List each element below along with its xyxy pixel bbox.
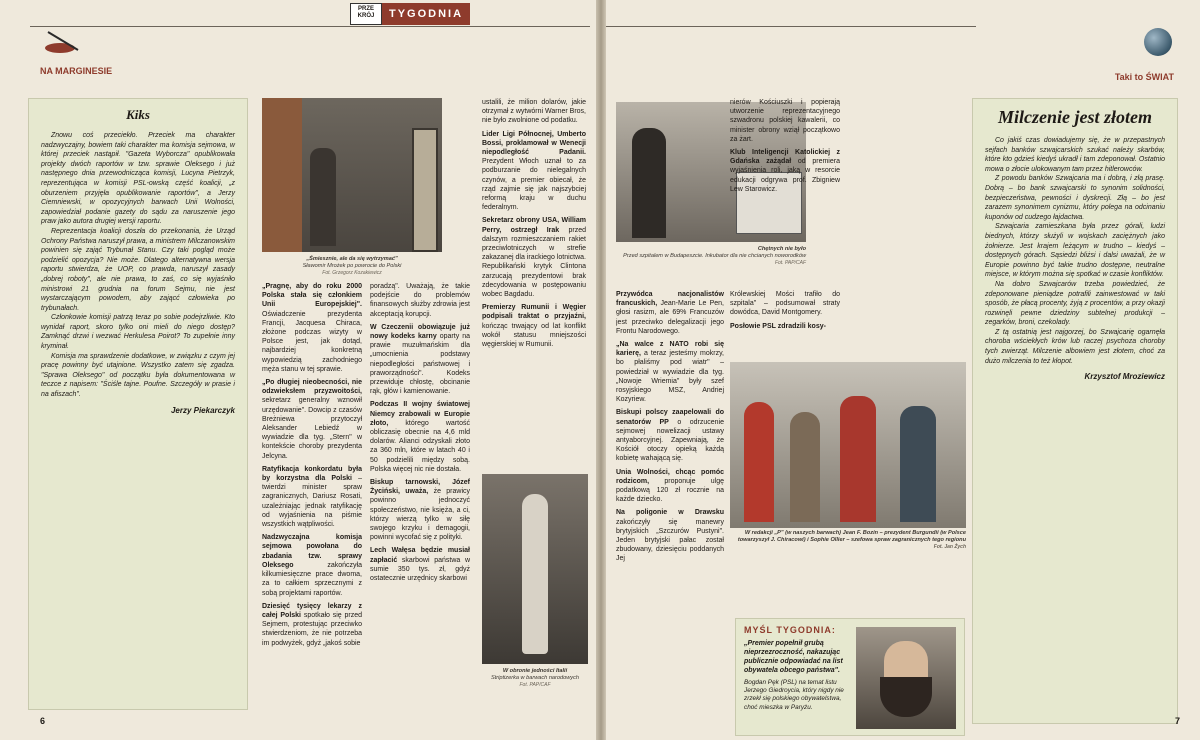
globe-icon [1144,28,1172,56]
sidebar-author: Krzysztof Mroziewicz [1084,372,1165,382]
news-item: Posłowie PSL zdradzili kosy- [730,322,826,330]
sidebar-paragraph: Komisja ma sprawdzenie dodatkowe, w związku z czym jej pracę powinny być utajnione. Wszystko zatem się zgadza. "Sprawa Oleksego" od początku była dokumentowana w teczce z napisem: "Ściśle tajne. Poufne. Szczegóły w prasie i na afiszach". [41,352,235,399]
right-sidebar-milczenie [972,98,1178,724]
news-item: Sekretarz obrony USA, William Perry, ostrzegł Irak przed dalszym rozmieszczaniem rakiet przeciwlotniczych w strefie zakazanej dla irackiego lotnictwa. Republikański krytyk Clintona zarzucają prezydentowi brak zdecydowania w postępowaniu wobec Bagdadu. [482,217,586,299]
news-item: Królewskiej Mości trafiło do szpitala" – podsumował straty dowódca, David Montgomery. [730,291,840,317]
photo-credit: Fot. Grzegorz Kozakiewicz [322,270,382,276]
news-column-b [370,282,470,722]
sidebar-paragraph: Reprezentacja koalicji doszła do przekonania, że Urząd Ochrony Państwa naruszył prawa, a ministrem Milczanowskim powinien się zająć Trybunał Stanu. Czy taki pogląd może podzielić opozycja? Nie może. Dlatego alternatywna wersja raportu stwierdza, że UOP, co prawda, naruszył zasady „dobrej roboty", ale nie prawa, to zaś, co się wyjaśniło ministrowi 21 grudnia na forum Sejmu, nie jest wystarczającym powodem, aby zającć człowieka po trybunałach. [41,227,235,312]
news-item: Lech Wałęsa będzie musiał zapłacić skarbowi państwa w sumie 350 tys. zł, gdyż ostatecznie urzędnicy skarbowi [370,547,470,583]
news-item: Lider Ligi Północnej, Umberto Bossi, proklamował w Wenecji niepodległość Padanii. Prezydent Włoch uznał to za podburzanie do nielegalnych czynów, a premier obiecał, że rząd zajmie się jak najszybciej reformą kraju w duchu federalnym. [482,130,586,212]
news-column-a [262,282,362,722]
news-item: „Pragnę, aby do roku 2000 Polska stała się członkiem Unii Europejskiej". Oświadczenie prezydenta Francji, Jacquesa Chiraca, złożone podczas wizyty w Polsce jest, jak dotąd, najbardziej konkretną wypowiedzią zachodniego męża stanu w tej sprawie. [262,283,362,373]
caption-title: Chętnych nie było [757,246,806,252]
sidebar-title: Milczenie jest złotem [998,107,1152,127]
mrozek-photo-caption [262,256,442,277]
left-sidebar-kiks [28,98,248,710]
sidebar-paragraph: Z powodu banków Szwajcaria ma i dobrą, i złą prasę. Dobrą – bo bank szwajcarski to synonim solidności, bezpieczeństwa, pewności i dyskrecji. Złą – bo jest zarazem synonimem cynizmu, który polega na odcinaniu kuponów od cudzego łajdactwa. [985,175,1165,221]
news-column-e-lower [730,290,840,360]
news-item: Ratyfikacja konkordatu była by korzystna dla Polski – twierdzi minister spraw zagranicznych, Dariusz Rosati, uzależniając jednak ratyfikację od wyjaśnienia na piśmie wszystkich wątpliwości. [262,465,362,529]
caption-subtitle: Sławomir Mrożek po powrocie do Polski [302,263,402,269]
header-rule-left [30,26,590,27]
news-item: ustalili, że milion dolarów, jakie otrzymał z wytwórni Warner Bros, nie było zwolnione od podatku. [482,99,586,125]
header-rule-right [606,26,976,27]
sidebar-paragraph: Szwajcaria zamieszkana była przez górali, ludzi biednych, którzy służyli w wojskach zaciężnych jako żołnierze. Jest krajem leżącym w trudno – kiedyś – dostępnych górach. Sąsiedzi bliżsi i dalsi uważali, że w Europie powinno być takie trudno dostępne, neutralne miejsce, w którym można się spotkać w czasie konfliktów. [985,223,1165,279]
sidebar-author: Jerzy Piekarczyk [170,405,235,415]
news-item: „Po długiej nieobecności, nie odzwieksłem przyzwoitości, sekretarz generalny wznowił urzędowanie". Dowcip z czasów Breżniewa przytoczył Aleksander Lebiedź w wywiadzie dla tyg. „Stern" w kontekście choroby prezydenta Jelcyna. [262,379,362,460]
news-item: W Czeczenii obowiązuje już nowy kodeks karny oparty na prawie muzułmańskim dla „umocnienia podstawy niepodległości państwowej i praworządności". Kodeks przewiduje chłostę, obcinanie rąk, głów i kamienowanie. [370,323,470,396]
caption-title: W obronie jedności Italii [502,668,568,674]
masthead-logo [350,3,470,25]
sidebar-paragraph: Znowu coś przeciekło. Przeciek ma charakter nadzwyczajny, bowiem taki charakter ma komisja sejmowa, w której przeciek nastąpił. "Gazeta Wyborcza" opublikowała projekty dwóch raportów w tzw. sprawie Oleksego i już następnego dnia przewodnicząca komisji, Lucyna Pietrzyk, reprezentująca w komisji PSL-owską część koalicji, „z oburzeniem przyjęła opublikowanie raportów", a Jerzy Ciemniewski, w opozycyjnych barwach Unii Wolności, zapowiedział podanie gazety do sądu za naruszenie jego praw jako autora drugiej wersji raportu. [41,132,235,226]
caption-subtitle: Przed szpitalem w Budapeszcie. Inkubator dla nie chcianych noworodków [623,253,806,259]
thought-body: Bogdan Pęk (PSL) na temat listu Jerzego Giedroycia, który nigdy nie zrzekł się polskiego obywatelstwa, choć mieszka w Paryżu. [744,679,844,711]
photo-credit: Fot. Jan Żych [933,544,966,550]
photo-credit: Fot. PAP/CAF [774,260,806,266]
news-item: Przywódca nacjonalistów francuskich, Jean-Marie Le Pen, głosi rasizm, ale 69% Francuzów jest przeciwko delegalizacji jego Frontu Narodowego. [616,291,724,335]
news-item: „Na walce z NATO robi się karierę, a teraz jesteśmy mokrzy, bo płaliśmy pod wiatr" – powiedział w wywiadzie dla tyg. „Nowoje Wriemia" były szef rosyjskiego MSZ, Andriej Kozyriew. [616,341,724,404]
sidebar-paragraph: Członkowie komisji patrzą teraz po sobie podejrzliwie. Kto wynidał raport, skoro tylko oni mieli do niego dostęp? Zamknąć drzwi i wezwać Herkulesa Poirot? To zupełnie inny kryminał. [41,314,235,351]
redakcja-photo-caption [730,530,966,551]
portrait-photo [856,627,956,729]
mrozek-photo [262,98,442,252]
sidebar-paragraph: Z tą ostatnią jest najgorzej, bo Szwajcarię ogarnęła choroba wściekłych krów lub raczej psychoza choroby tych zwierząt. Milczenie albowiem jest złotem, choć za dużo milczenia to też kłopot. [985,328,1165,365]
news-item: Unia Wolności, chcąc pomóc rodzicom, proponuje ulgę podatkową 120 zł rocznie na każde dziecko. [616,468,724,504]
thought-of-the-week [735,618,965,736]
news-item: Biskup tarnowski, Józef Życiński, uważa, że prawicy powinno jednoczyć społeczeństwo, nie księża, a ci, którzy wierzą tylko w siłę swojego krzyku i demagogii, powinni wycofać się z polityki. [370,479,470,542]
caption-title: W redakcji „P" (w naszych barwach) Jean F. Bozin – prezydent Burgundii (w Polsce towarzyszył J. Chiracowi) i Sophie Ollier – szefowa spraw zagranicznych tego regionu [737,530,966,543]
page-gutter [596,0,606,740]
section-left-label: NA MARGINESIE [40,66,113,76]
logo-word: TYGODNIA [382,3,470,25]
page-number-left: 6 [40,716,46,726]
logo-mark: PRZE KRÓJ [350,3,382,25]
news-item: Premierzy Rumunii i Węgier podpisali traktat o przyjaźni, kończąc trwający od lat konflikt wokół statusu mniejszości węgierskiej w Rumunii. [482,304,586,349]
photo-credit: Fot. PAP/CAF [519,682,551,688]
news-item: Klub Inteligencji Katolickiej z Gdańska zażądał od premiera wyjaśnienia roli, jaką w resorcie edukacji odgrywa prof. Zbigniew Lew Starowicz. [730,149,840,193]
page-number-right: 7 [1174,716,1180,726]
caption-subtitle: Striptizerka w barwach narodowych [491,675,579,681]
thought-quote: „Premier popełnił grubą nieprzezroczność, nakazując publicznie odpowiadać na list obywatela obcego państwa". [744,640,843,674]
pen-icon [42,28,84,56]
news-item: Biskupi polscy zaapelowali do senatorów PP o odrzucenie sejmowej nowelizacji ustawy antyaborcyjnej. Zapewniają, że Kościół otoczy opieką każdą kobietę wahającą się. [616,409,724,463]
news-item: Nadzwyczajna komisja sejmowa powołana do zbadania tzw. sprawy Oleksego zakończyła kilkumiesięczne prace dwoma, za to całkiem sprzecznymi z sobą projektami raportów. [262,534,362,597]
caption-title: „Śmiesznie, ale da się wytrzymać" [306,256,398,262]
news-column-d [616,290,724,730]
sidebar-paragraph: Co jakiś czas dowiadujemy się, że w przepastnych sejfach banków szwajcarskich szukać należy skarbów, które kto gdzieś kiedyś ukradł i tam zdeponował. Ostatnio mowa o złocie ulokowanym tam przez hitlerowców. [985,137,1165,173]
news-item: nierów Kościuszki i popierają utworzenie reprezentacyjnego szwadronu polskiej kawalerii, co minister obrony wziął początkowo za żart. [730,99,840,143]
news-item: poradzą". Uważają, że takie podejście do problemów finansowych służby zdrowia jest akceptacją korupcji. [370,283,470,318]
news-item: Podczas II wojny światowej Niemcy zrabowali w Europie złoto, którego wartość obliczasię obecnie na 4,6 mld dolarów. Alianci odzyskali złoto za 360 mln, które w latach 40 i 50 podzielili między sobą. Polska więcej nic nie dostała. [370,401,470,473]
italia-photo-caption [482,668,588,689]
thought-heading: MYŚL TYGODNIA: [744,625,836,635]
redakcja-photo [730,362,966,528]
news-item: Dziesięć tysięcy lekarzy z całej Polski spotkało się przed Sejmem, protestując przeciwko stwierdzeniom, że nie potrzeba im podwyżek, gdyż „jakoś sobie [262,602,362,647]
sidebar-paragraph: Na dobro Szwajcarów trzeba powiedzieć, że zdeponowane pieniądze potrafili zainwestować w taki sposób, że płacą procenty, żyją z procentów, a przy okazji rozwinęli pewne dziedziny subtelnej produkcji – zegarków, broni, czekolady. [985,280,1165,327]
news-item: Na poligonie w Drawsku zakończyły się manewry brytyjskich „Szczurów Pustyni". Jeden brytyjski pałac został zbudowany, dziesięciu poddanych Jej [616,509,724,563]
sidebar-title: Kiks [126,107,150,122]
italia-photo [482,474,588,664]
section-right-label: Taki to ŚWIAT [1114,72,1174,82]
news-column-c [482,98,586,468]
